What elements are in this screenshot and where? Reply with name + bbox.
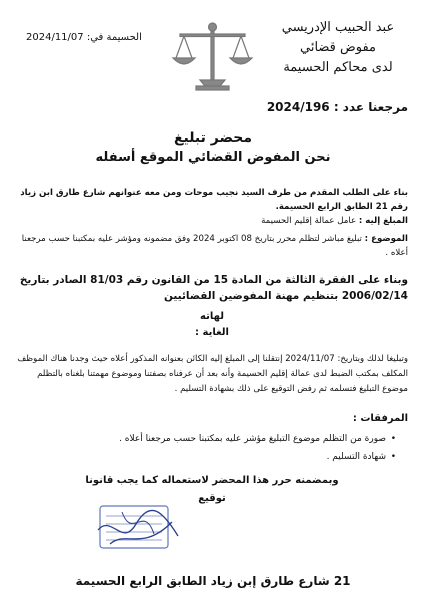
- justice-scale-logo: [170, 20, 255, 92]
- signature-label: توقيع: [198, 493, 226, 504]
- legal-basis: وبناء على الفقرة الثالثة من المادة 15 من القانون رقم 81/03 الصادر بتاريخ 2006/02/14 بتنظيم مهنة المفوضين القضائيين: [19, 274, 408, 302]
- subject-label: الموضوع :: [364, 234, 408, 244]
- ghaya-heading: الغاية :: [195, 327, 229, 338]
- closing-statement: وبمضمنه حرر هذا المحضر لاستعماله كما يجب قانونا: [85, 475, 339, 486]
- office-court: لدى محاكم الحسيمة: [283, 60, 393, 75]
- attachment-item: •شهادة التسليم .: [326, 452, 396, 462]
- delivery-paragraph: وتبليغا لذلك وبتاريخ: 2024/11/07 إنتقلنا إلى المبلغ إليه الكائن بعنوانه المذكور أعلاه حيث وجدنا هناك الموظف المكلف بمكتب الضبط لدى عمالة إقليم الحسيمة وأنه بعد أن عرفناه بصفتنا وموضوع مهمتنا بلغناه بالتظلم موضوع التبليغ فتسلمه ثم رفض التوقيع على ذلك بشهادة التسليم .: [17, 354, 408, 394]
- footer-address: 21 شارع طارق إبن زياد الطابق الرابع الحسيمة: [75, 574, 351, 588]
- office-header: [268, 18, 408, 78]
- lahu-heading: لهاته: [200, 311, 224, 322]
- request-paragraph: بناء على الطلب المقدم من طرف السيد نجيب موحات ومن معه عنوانهم شارع طارق ابن زياد رقم 21 الطابق الرابع الحسيمة.: [20, 188, 408, 212]
- bullet-icon: •: [390, 452, 396, 462]
- official-stamp-signature: [92, 500, 184, 558]
- bullet-icon: •: [390, 434, 396, 444]
- office-name: عبد الحبيب الإدريسي: [281, 20, 395, 35]
- reference-number: مرجعنا عدد : 2024/196: [266, 100, 408, 114]
- notified-label: المبلغ إليه :: [358, 216, 408, 226]
- attachment-item: •صورة من التظلم موضوع التبليغ مؤشر عليه بمكتبنا حسب مرجعنا أعلاه .: [119, 434, 396, 444]
- place-date: الحسيمة في: 2024/11/07: [26, 32, 142, 43]
- office-title: مفوض قضائي: [299, 40, 376, 55]
- document-subtitle: نحن المفوض القضائي الموقع أسفله: [95, 150, 331, 165]
- notified-line: [16, 214, 408, 228]
- notified-value: عامل عمالة إقليم الحسيمة: [261, 216, 357, 226]
- subject-value: تبليغ مباشر لتظلم محرر بتاريخ 08 اكتوبر 2024 وفق مضمونه ومؤشر عليه بمكتبنا حسب مرجعنا أعلاه .: [21, 234, 408, 258]
- subject-line: [16, 232, 408, 260]
- document-title: محضر تبليغ: [173, 130, 253, 146]
- attachments-label: المرفقات :: [352, 413, 408, 424]
